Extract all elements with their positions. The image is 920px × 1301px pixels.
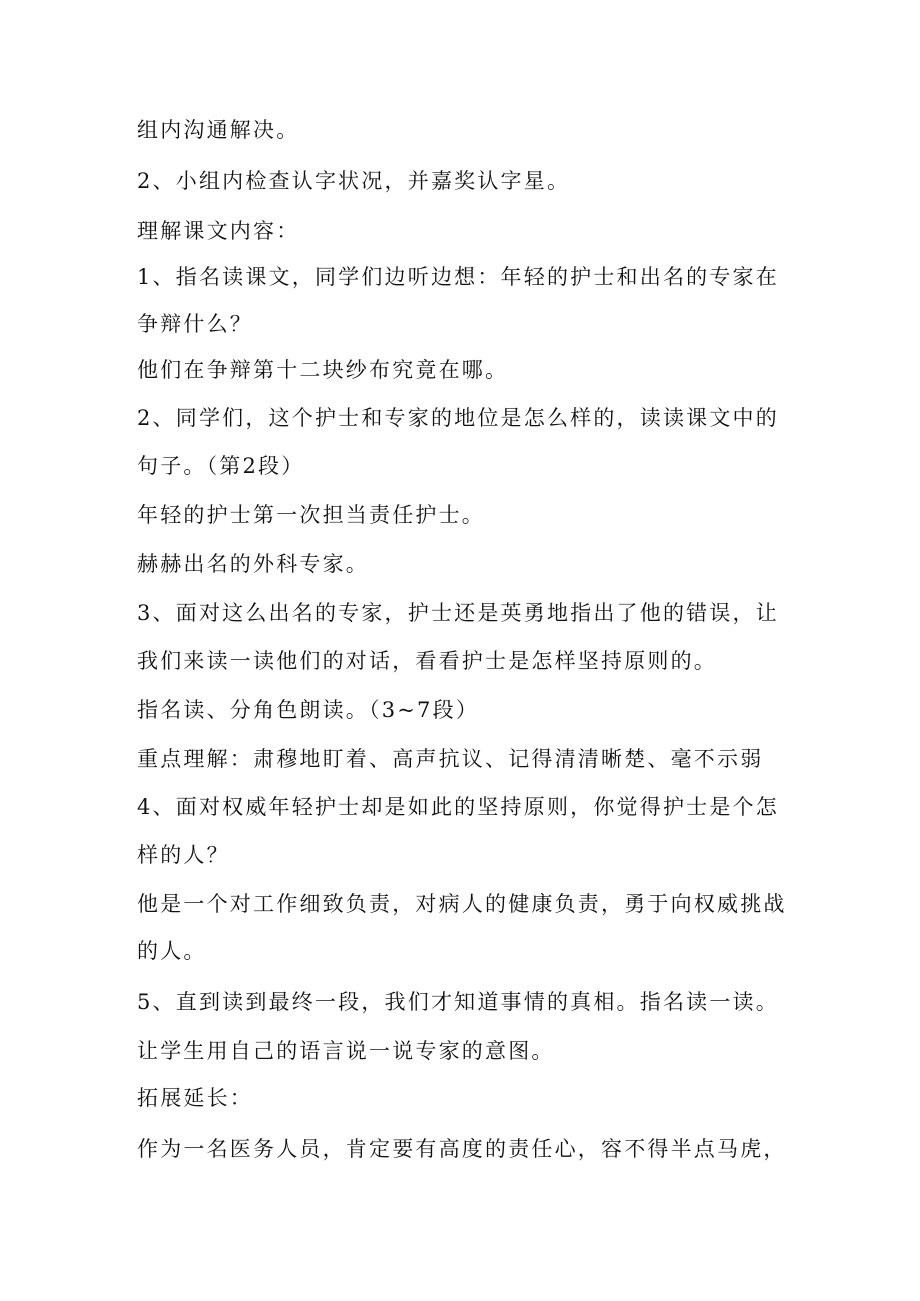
text-line: 样的人？ — [137, 843, 230, 867]
text-line: 5、直到读到最终一段，我们才知道事情的真相。指名读一读。 — [137, 990, 779, 1014]
text-line: 赫赫出名的外科专家。 — [137, 552, 369, 576]
text-line: 理解课文内容： — [137, 219, 300, 243]
text-line: 句子。（第2段） — [137, 454, 305, 478]
text-line: 组内沟通解决。 — [137, 118, 300, 142]
text-line: 我们来读一读他们的对话，看看护士是怎样坚持原则的。 — [137, 649, 717, 673]
text-line: 2、小组内检查认字状况，并嘉奖认字星。 — [137, 169, 571, 193]
text-line: 重点理解：肃穆地盯着、高声抗议、记得清清晰楚、毫不示弱 — [137, 747, 764, 771]
text-line: 1、指名读课文，同学们边听边想：年轻的护士和出名的专家在 — [137, 265, 779, 289]
text-line: 他是一个对工作细致负责，对病人的健康负责，勇于向权威挑战 — [137, 892, 787, 916]
text-line: 作为一名医务人员，肯定要有高度的责任心，容不得半点马虎， — [137, 1137, 787, 1161]
text-line: 让学生用自己的语言说一说专家的意图。 — [137, 1039, 555, 1063]
text-line: 3、面对这么出名的专家，护士还是英勇地指出了他的错误，让 — [137, 601, 779, 625]
text-line: 2、同学们，这个护士和专家的地位是怎么样的，读读课文中的 — [137, 406, 779, 430]
text-line: 指名读、分角色朗读。（3~7段） — [137, 698, 480, 722]
text-line: 的人。 — [137, 939, 207, 963]
text-line: 4、面对权威年轻护士却是如此的坚持原则，你觉得护士是个怎 — [137, 795, 779, 819]
text-line: 拓展延长： — [137, 1086, 253, 1110]
text-line: 争辩什么？ — [137, 312, 253, 336]
text-line: 年轻的护士第一次担当责任护士。 — [137, 503, 485, 527]
text-line: 他们在争辩第十二块纱布究竟在哪。 — [137, 358, 509, 382]
